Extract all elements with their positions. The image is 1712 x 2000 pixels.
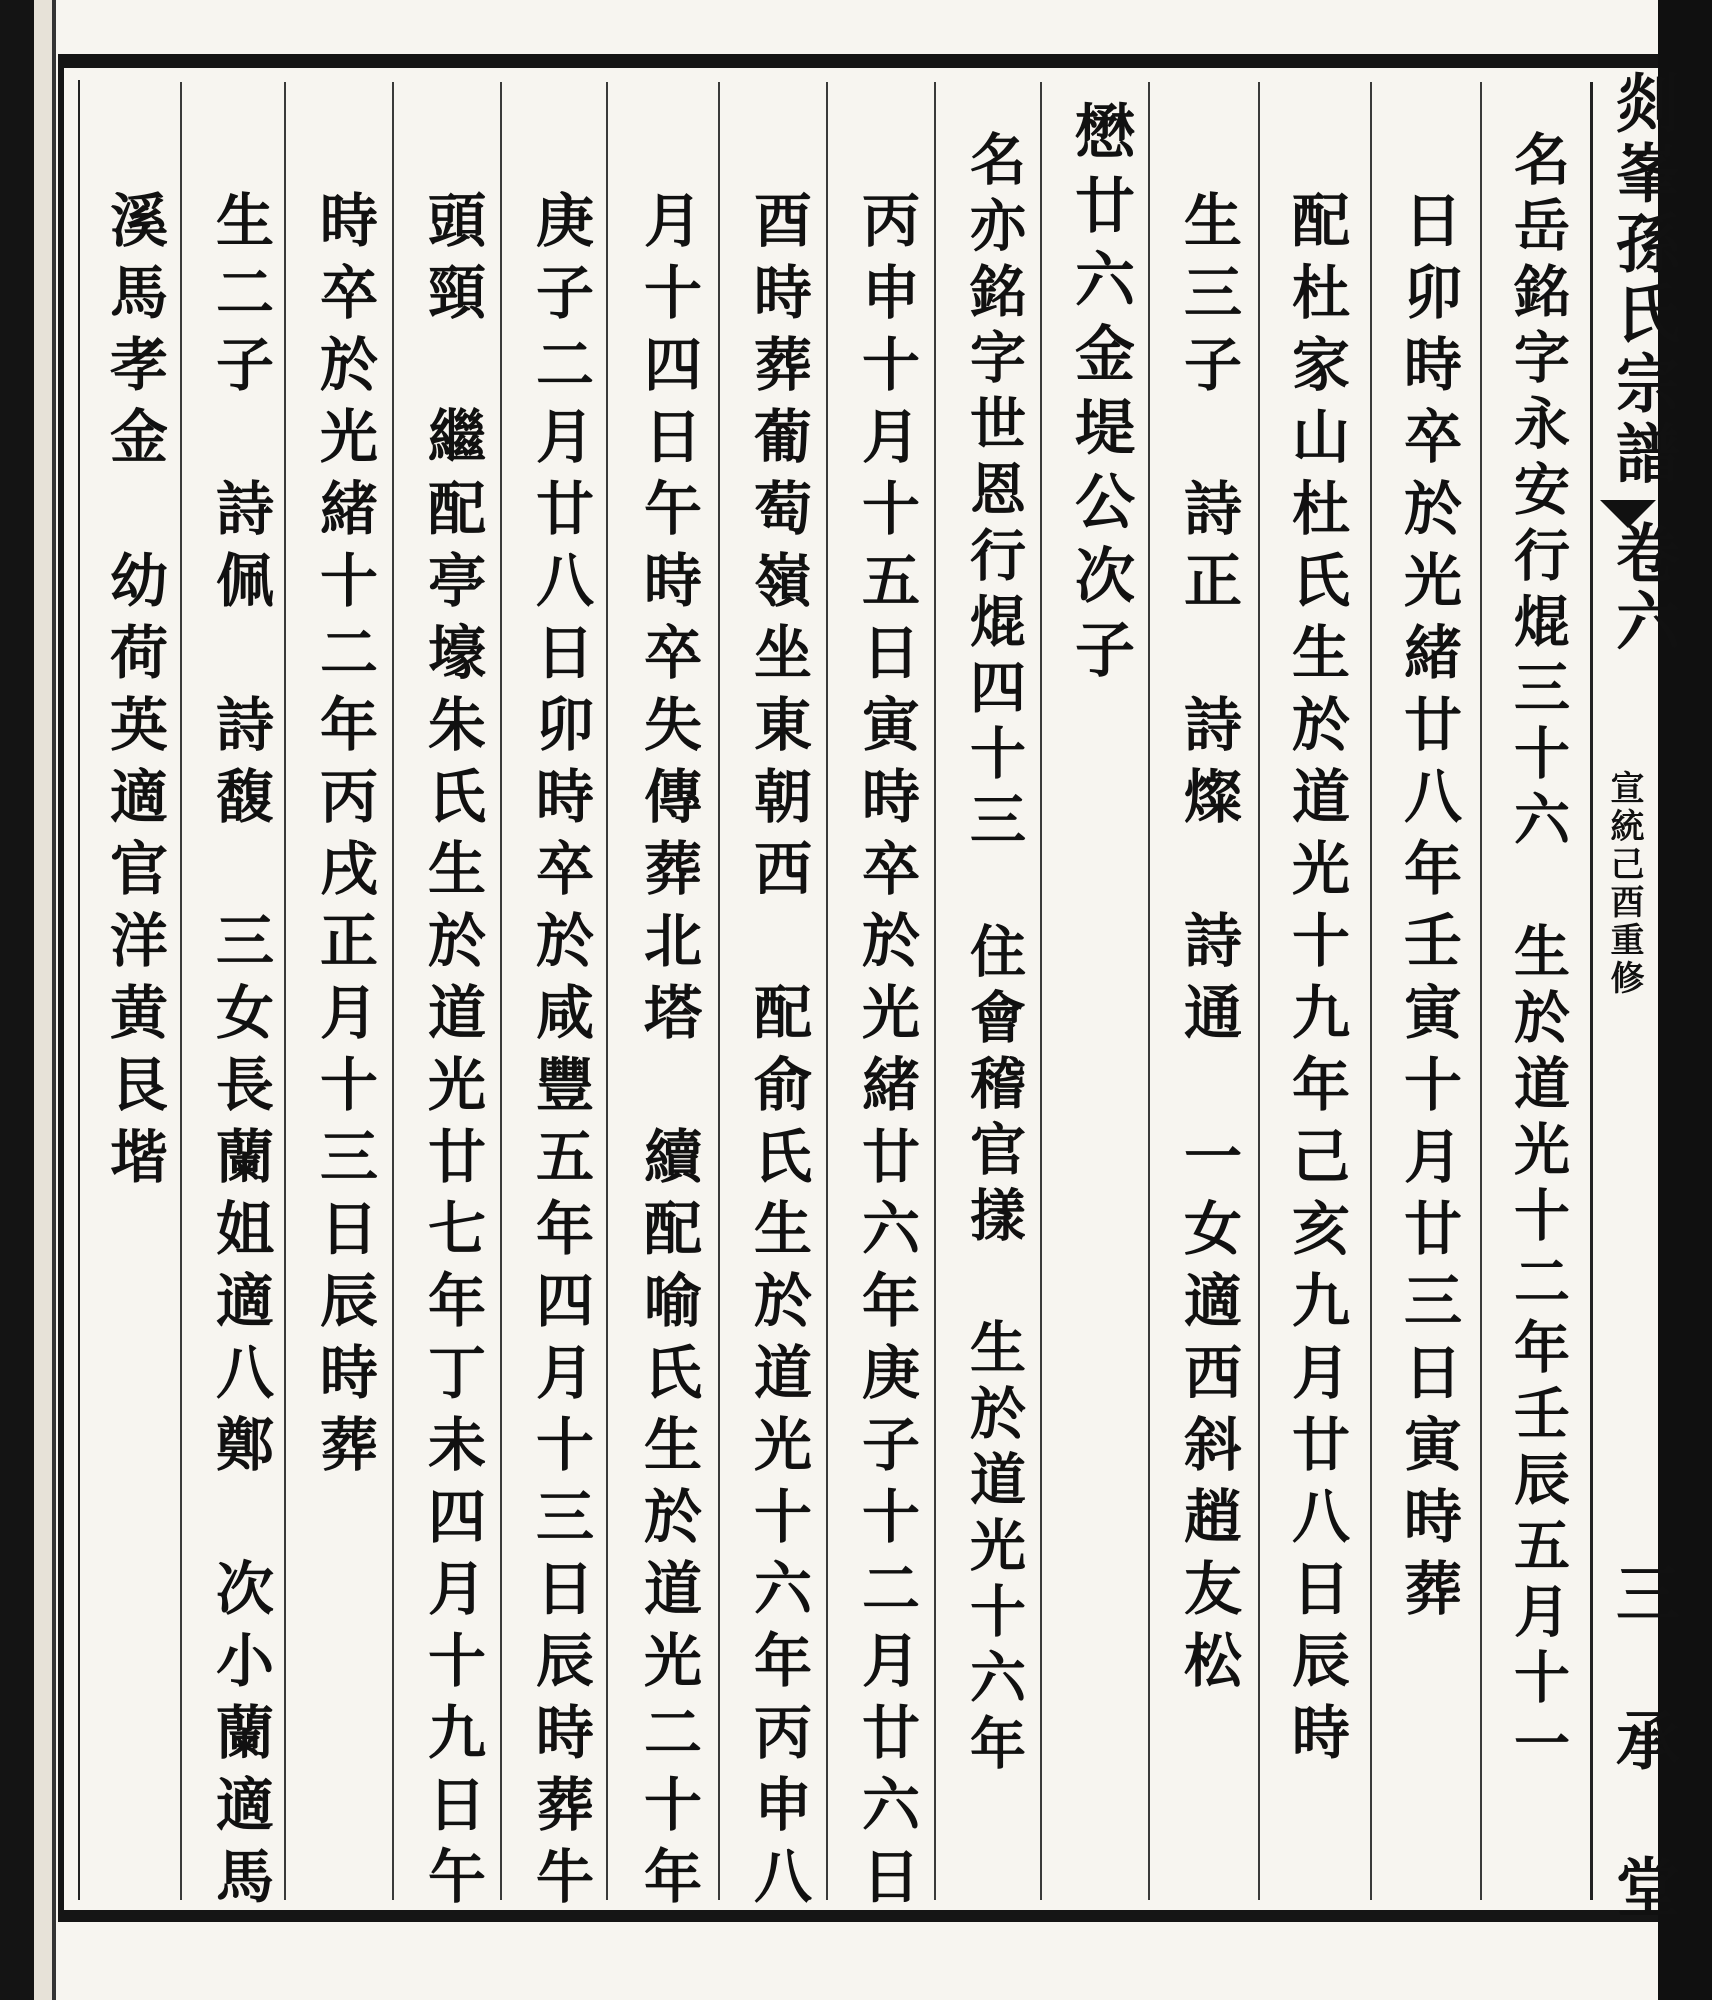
volume-label: 卷六 bbox=[1605, 520, 1680, 656]
column-rule bbox=[500, 82, 502, 1900]
column-rule bbox=[1148, 82, 1150, 1900]
text-column-14: 溪馬孝金 幼荷英適官洋黄艮堦 bbox=[100, 190, 168, 1198]
edition-note: 宣統己酉重修 bbox=[1604, 770, 1644, 998]
text-column-8: 酉時葬葡萄嶺坐東朝西 配俞氏生於道光十六年丙申八 bbox=[744, 190, 812, 1918]
column-rule bbox=[934, 82, 936, 1900]
column-rule bbox=[1480, 82, 1482, 1900]
text-column-3: 配杜家山杜氏生於道光十九年己亥九月廿八日辰時 bbox=[1282, 190, 1350, 1774]
text-column-1: 名岳銘字永安行焜三十六 生於道光十二年壬辰五月十一 bbox=[1505, 130, 1571, 1780]
text-column-7: 丙申十月十五日寅時卒於光緒廿六年庚子十二月廿六日 bbox=[852, 190, 920, 1918]
column-rule bbox=[826, 82, 828, 1900]
column-rule bbox=[392, 82, 394, 1900]
hall-name: 三 承 堂 bbox=[1605, 1560, 1680, 1922]
book-binding-edge bbox=[0, 0, 34, 2000]
text-column-11: 頭頸 繼配亭壕朱氏生於道光廿七年丁未四月十九日午 bbox=[418, 190, 486, 1918]
text-column-2: 日卯時卒於光緒廿八年壬寅十月廿三日寅時葬 bbox=[1394, 190, 1462, 1630]
column-rule bbox=[1370, 82, 1372, 1900]
text-column-9: 月十四日午時卒失傳葬北塔 續配喻氏生於道光二十年 bbox=[634, 190, 702, 1918]
text-column-6: 名亦銘字世恩行焜四十三 住會稽官㨾 生於道光十六年 bbox=[961, 130, 1027, 1780]
text-column-10: 庚子二月廿八日卯時卒於咸豐五年四月十三日辰時葬牛 bbox=[526, 190, 594, 1918]
entry-heading: 懋廿六金堤公次子 bbox=[1065, 100, 1135, 692]
frame-left-inner-rule bbox=[78, 80, 80, 1900]
frame-left-border bbox=[58, 54, 64, 1922]
text-column-12: 時卒於光緒十二年丙戌正月十三日辰時葬 bbox=[310, 190, 378, 1486]
column-rule bbox=[718, 82, 720, 1900]
text-column-4: 生三子 詩正 詩燦 詩通 一女適西斜趙友松 bbox=[1174, 190, 1242, 1702]
frame-top-border bbox=[58, 54, 1670, 68]
text-column-13: 生二子 詩佩 詩馥 三女長蘭姐適八鄭 次小蘭適馬 bbox=[206, 190, 274, 1918]
book-title: 剡峯孫氏宗譜 bbox=[1605, 70, 1680, 490]
book-gutter bbox=[34, 0, 56, 2000]
column-rule bbox=[1258, 82, 1260, 1900]
